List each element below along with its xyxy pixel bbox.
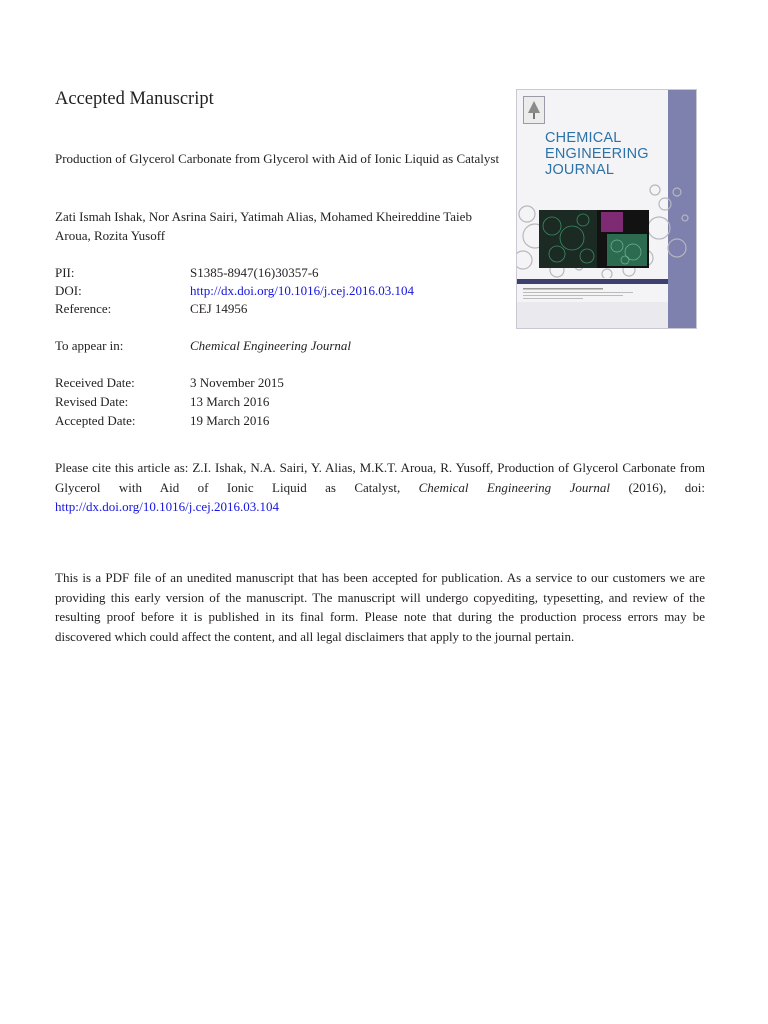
cover-title-line: CHEMICAL xyxy=(545,130,622,146)
disclaimer-notice: This is a PDF file of an unedited manuscript that has been accepted for publication. As a service to our customers we are providing this early version of the manuscript. The manuscript will undergo copyediting, typesetting, and review of the resulting proof before it is published in its final form. Please note that during the production process errors may be discovered which could affect the content, and all legal disclaimers that apply to the journal pertain. xyxy=(55,570,705,644)
pii-value: S1385-8947(16)30357-6 xyxy=(190,265,319,280)
journal-cover xyxy=(516,89,697,329)
citation-middle: (2016), doi: xyxy=(610,479,705,495)
cover-bottom-panel xyxy=(517,302,668,328)
page-heading: Accepted Manuscript xyxy=(55,89,214,109)
accepted-label: Accepted Date: xyxy=(55,413,136,428)
publisher-logo-icon xyxy=(523,96,545,124)
appear-label: To appear in: xyxy=(55,338,124,353)
doi-label: DOI: xyxy=(55,283,82,298)
cover-title-line: ENGINEERING xyxy=(545,146,649,162)
accepted-value: 19 March 2016 xyxy=(190,413,270,428)
cover-title xyxy=(545,130,675,178)
article-title: Production of Glycerol Carbonate from Glycerol with Aid of Ionic Liquid as Catalyst xyxy=(55,151,500,166)
cover-banner xyxy=(517,279,668,284)
citation-journal: Chemical Engineering Journal xyxy=(418,479,611,495)
citation-prefix: Please cite this article as: Z.I. Ishak, N.A. Sairi, Y. Alias, M.K.T. Aroua, R. Yusoff, Production of Glycerol Carbonate from Glycerol with Aid of Ionic Liquid as Catalyst, xyxy=(55,460,705,495)
cover-title-line: JOURNAL xyxy=(545,162,615,178)
received-label: Received Date: xyxy=(55,375,135,390)
journal-name: Chemical Engineering Journal xyxy=(190,338,352,353)
citation-doi-link[interactable]: http://dx.doi.org/10.1016/j.cej.2016.03.104 xyxy=(55,499,280,514)
cover-artwork xyxy=(517,178,696,278)
doi-link[interactable]: http://dx.doi.org/10.1016/j.cej.2016.03.104 xyxy=(190,283,415,298)
reference-value: CEJ 14956 xyxy=(190,301,248,316)
author-list: Zati Ismah Ishak, Nor Asrina Sairi, Yatimah Alias, Mohamed Kheireddine Taieb Aroua, Rozita Yusoff xyxy=(55,209,472,243)
revised-value: 13 March 2016 xyxy=(190,394,270,409)
revised-label: Revised Date: xyxy=(55,394,129,409)
received-value: 3 November 2015 xyxy=(190,375,284,390)
citation xyxy=(55,458,705,517)
reference-label: Reference: xyxy=(55,301,112,316)
pii-label: PII: xyxy=(55,265,75,280)
